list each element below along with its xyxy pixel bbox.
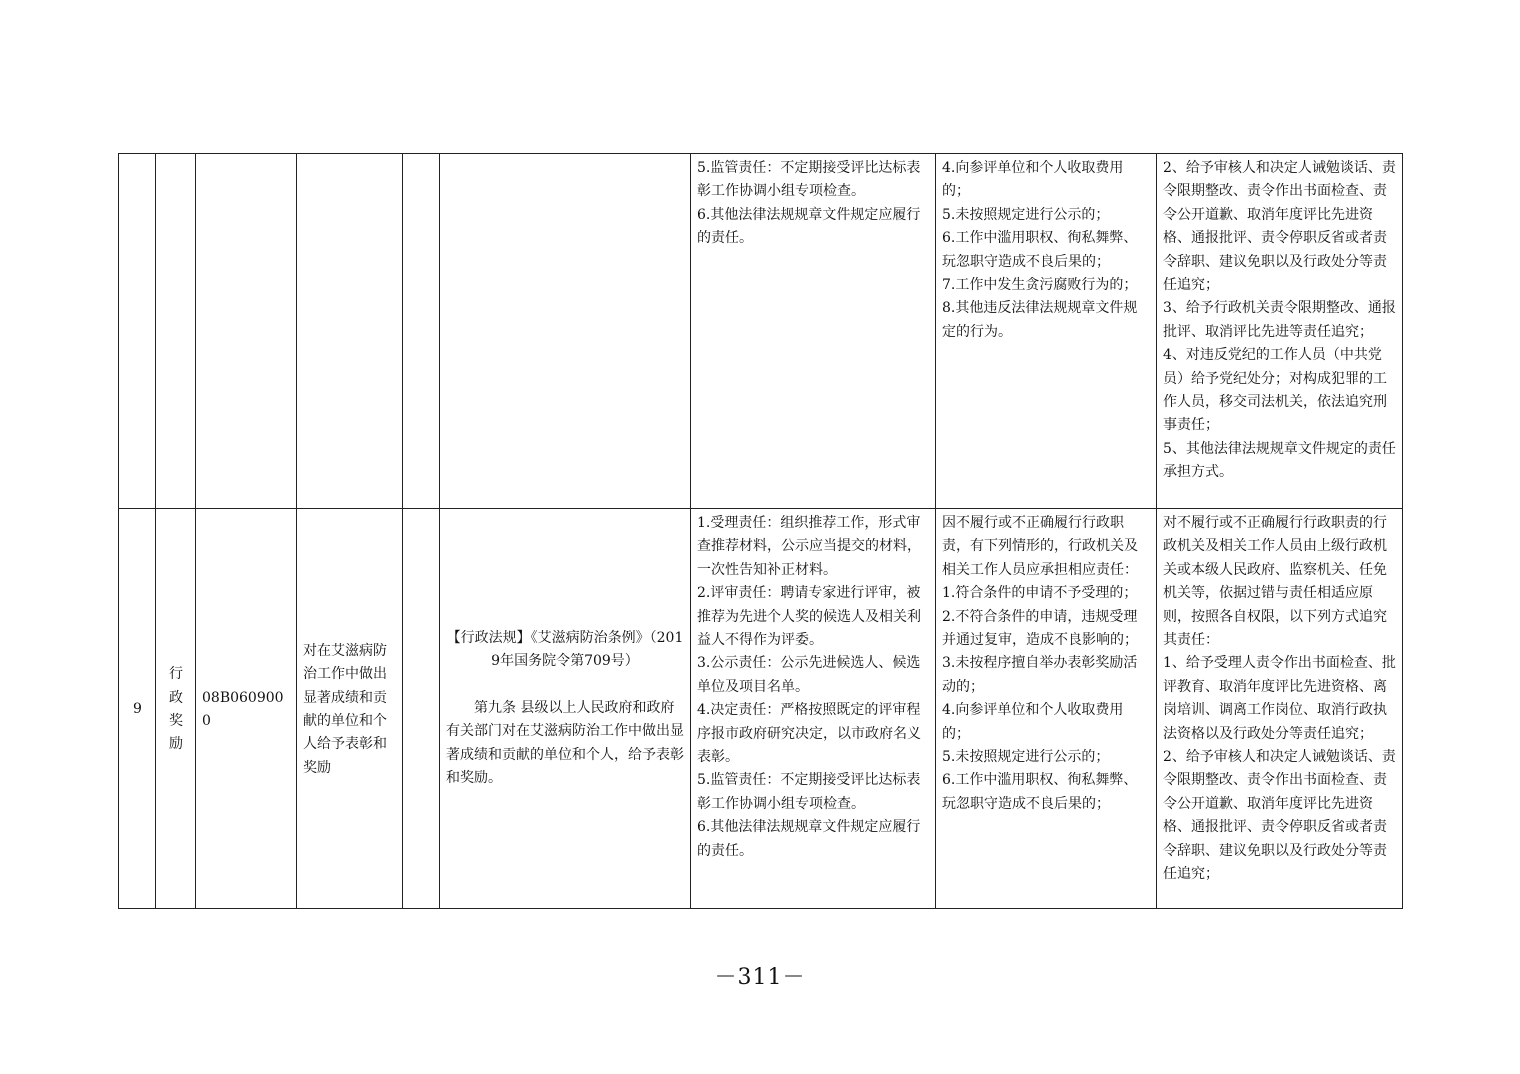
accountability-cell: 2、给予审核人和决定人诫勉谈话、责令限期整改、责令作出书面检查、责令公开道歉、取消年度评比先进资格、通报批评、责令停职反省或者责令辞职、建议免职以及行政处分等责任追究； 3、给予行政机关责令限期整改、通报批评、取消评比先进等责任追究； 4、对违反党纪的工作人员（中共党员）给予党纪处分；对构成犯罪的工作人员，移交司法机关，依法追究刑事责任； 5、其他法律法规规章文件规定的责任承担方式。	[1157, 154, 1403, 509]
circumstances-cell: 因不履行或不正确履行行政职责，有下列情形的，行政机关及相关工作人员应承担相应责任： 1.符合条件的申请不予受理的； 2.不符合条件的申请，违规受理并通过复审，造成不良影响的； 3.未按程序擅自举办表彰奖励活动的； 4.向参评单位和个人收取费用的； 5.未按照规定进行公示的； 6.工作中滥用职权、徇私舞弊、玩忽职守造成不良后果的；	[936, 509, 1157, 909]
circumstances-cell: 4.向参评单位和个人收取费用的； 5.未按照规定进行公示的； 6.工作中滥用职权、徇私舞弊、玩忽职守造成不良后果的； 7.工作中发生贪污腐败行为的； 8.其他违反法律法规规章文件规定的行为。	[936, 154, 1157, 509]
item-name-cell: 对在艾滋病防治工作中做出显著成绩和贡献的单位和个人给予表彰和奖励	[297, 509, 403, 909]
table-row	[119, 509, 1403, 909]
accountability-cell: 对不履行或不正确履行行政职责的行政机关及相关工作人员由上级行政机关或本级人民政府、监察机关、任免机关等，依据过错与责任相适应原则，按照各自权限，以下列方式追究其责任： 1、给予受理人责令作出书面检查、批评教育、取消年度评比先进资格、离岗培训、调离工作岗位、取消行政执法资格以及行政处分等责任追究； 2、给予审核人和决定人诫勉谈话、责令限期整改、责令作出书面检查、责令公开道歉、取消年度评比先进资格、通报批评、责令停职反省或者责令辞职、建议免职以及行政处分等责任追究；	[1157, 509, 1403, 909]
code-cell: 08B0609000	[196, 509, 297, 909]
responsibility-cell: 5.监管责任：不定期接受评比达标表彰工作协调小组专项检查。 6.其他法律法规规章文件规定应履行的责任。	[691, 154, 936, 509]
basis-cell	[440, 509, 691, 909]
blank-cell	[403, 509, 440, 909]
responsibility-cell: 1.受理责任：组织推荐工作，形式审查推荐材料，公示应当提交的材料，一次性告知补正材料。 2.评审责任：聘请专家进行评审，被推荐为先进个人奖的候选人及相关利益人不得作为评委。 3.公示责任：公示先进候选人、候选单位及项目名单。 4.决定责任：严格按照既定的评审程序报市政府研究决定，以市政府名义表彰。 5.监管责任：不定期接受评比达标表彰工作协调小组专项检查。 6.其他法律法规规章文件规定应履行的责任。	[691, 509, 936, 909]
basis-cell	[440, 154, 691, 509]
blank-cell	[403, 154, 440, 509]
page-number: －311－	[714, 965, 806, 990]
category-cell: 行 政 奖 励	[156, 509, 196, 909]
basis-title: 【行政法规】《艾滋病防治条例》（2019年国务院令第709号）	[446, 629, 684, 669]
category-cell	[156, 154, 196, 509]
table-row	[119, 154, 1403, 509]
responsibility-table	[118, 153, 1403, 909]
code-cell	[196, 154, 297, 509]
basis-text: 第九条 县级以上人民政府和政府有关部门对在艾滋病防治工作中做出显著成绩和贡献的单位和个人，给予表彰和奖励。	[446, 699, 684, 787]
seq-cell: 9	[119, 509, 156, 909]
item-name-cell	[297, 154, 403, 509]
seq-cell	[119, 154, 156, 509]
